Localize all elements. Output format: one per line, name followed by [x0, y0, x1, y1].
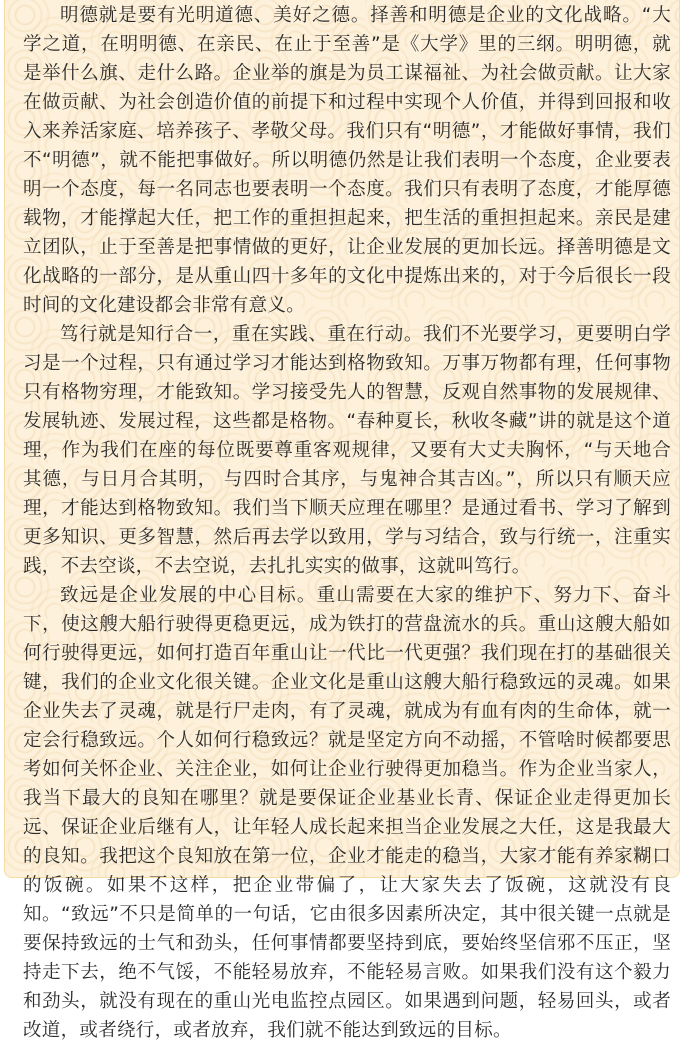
paragraph-zhiyuan: 致远是企业发展的中心目标。重山需要在大家的维护下、努力下、奋斗下，使这艘大船行驶得更稳更远，成为铁打的营盘流水的兵。重山这艘大船如何行驶得更远，如何打造百年重山让一代比一代更强？我们现在打的基础很关键，我们的企业文化很关键。企业文化是重山这艘大船行稳致远的灵魂。如果企业失去了灵魂，就是行尸走肉，有了灵魂，就成为有血有肉的生命体，就一定会行稳致远。个人如何行稳致远？就是坚定方向不动摇，不管啥时候都要思考如何关怀企业、关注企业，如何让企业行驶得更加稳当。作为企业当家人，我当下最大的良知在哪里？就是要保证企业基业长青、保证企业走得更加长远、保证企业后继有人，让年轻人成长起来担当企业发展之大任，这是我最大的良知。我把这个良知放在第一位，企业才能走的稳当，大家才能有养家糊口的饭碗。如果不这样，把企业带偏了，让大家失去了饭碗，这就没有良知。“致远”不只是简单的一句话，它由很多因素所决定，其中很关键一点就是要保持致远的士气和劲头，任何事情都要坚持到底，要始终坚信邪不压正，坚持走下去，绝不气馁，不能轻易放弃，不能轻易言败。如果我们没有这个毅力和劲头，就没有现在的重山光电监控点园区。如果遇到问题，轻易回头，或者改道，或者绕行，或者放弃，我们就不能达到致远的目标。 — [23, 585, 671, 1041]
article-body — [23, 1, 671, 1045]
article-card — [4, 0, 680, 1041]
paragraph-mingde: 明德就是要有光明道德、美好之德。择善和明德是企业的文化战略。“大学之道，在明明德、在亲民、在止于至善”是《大学》里的三纲。明明德，就是举什么旗、走什么路。企业举的旗是为员工谋福祉、为社会做贡献。让大家在做贡献、为社会创造价值的前提下和过程中实现个人价值，并得到回报和收入来养活家庭、培养孩子、孝敬父母。我们只有“明德”，才能做好事情，我们不“明德”，就不能把事做好。所以明德仍然是让我们表明一个态度，企业要表明一个态度，每一名同志也要表明一个态度。我们只有表明了态度，才能厚德载物，才能撑起大任，把工作的重担担起来，把生活的重担担起来。亲民是建立团队，止于至善是把事情做的更好，让企业发展的更加长远。择善明德是文化战略的一部分，是从重山四十多年的文化中提炼出来的，对于今后很长一段时间的文化建设都会非常有意义。 — [23, 5, 671, 316]
paragraph-duxing: 笃行就是知行合一，重在实践、重在行动。我们不光要学习，更要明白学习是一个过程，只有通过学习才能达到格物致知。万事万物都有理，任何事物只有格物穷理，才能致知。学习接受先人的智慧，反观自然事物的发展规律、发展轨迹、发展过程，这些都是格物。“春种夏长，秋收冬藏”讲的就是这个道理，作为我们在座的每位既要尊重客观规律，又要有大丈夫胸怀，“与天地合其德，与日月合其明， 与四时合其序，与鬼神合其吉凶。”，所以只有顺天应理，才能达到格物致知。我们当下顺天应理在哪里？是通过看书、学习了解到更多知识、更多智慧，然后再去学以致用，学与习结合，致与行统一，注重实践，不去空谈，不去空说，去扎扎实实的做事，这就叫笃行。 — [23, 324, 671, 577]
